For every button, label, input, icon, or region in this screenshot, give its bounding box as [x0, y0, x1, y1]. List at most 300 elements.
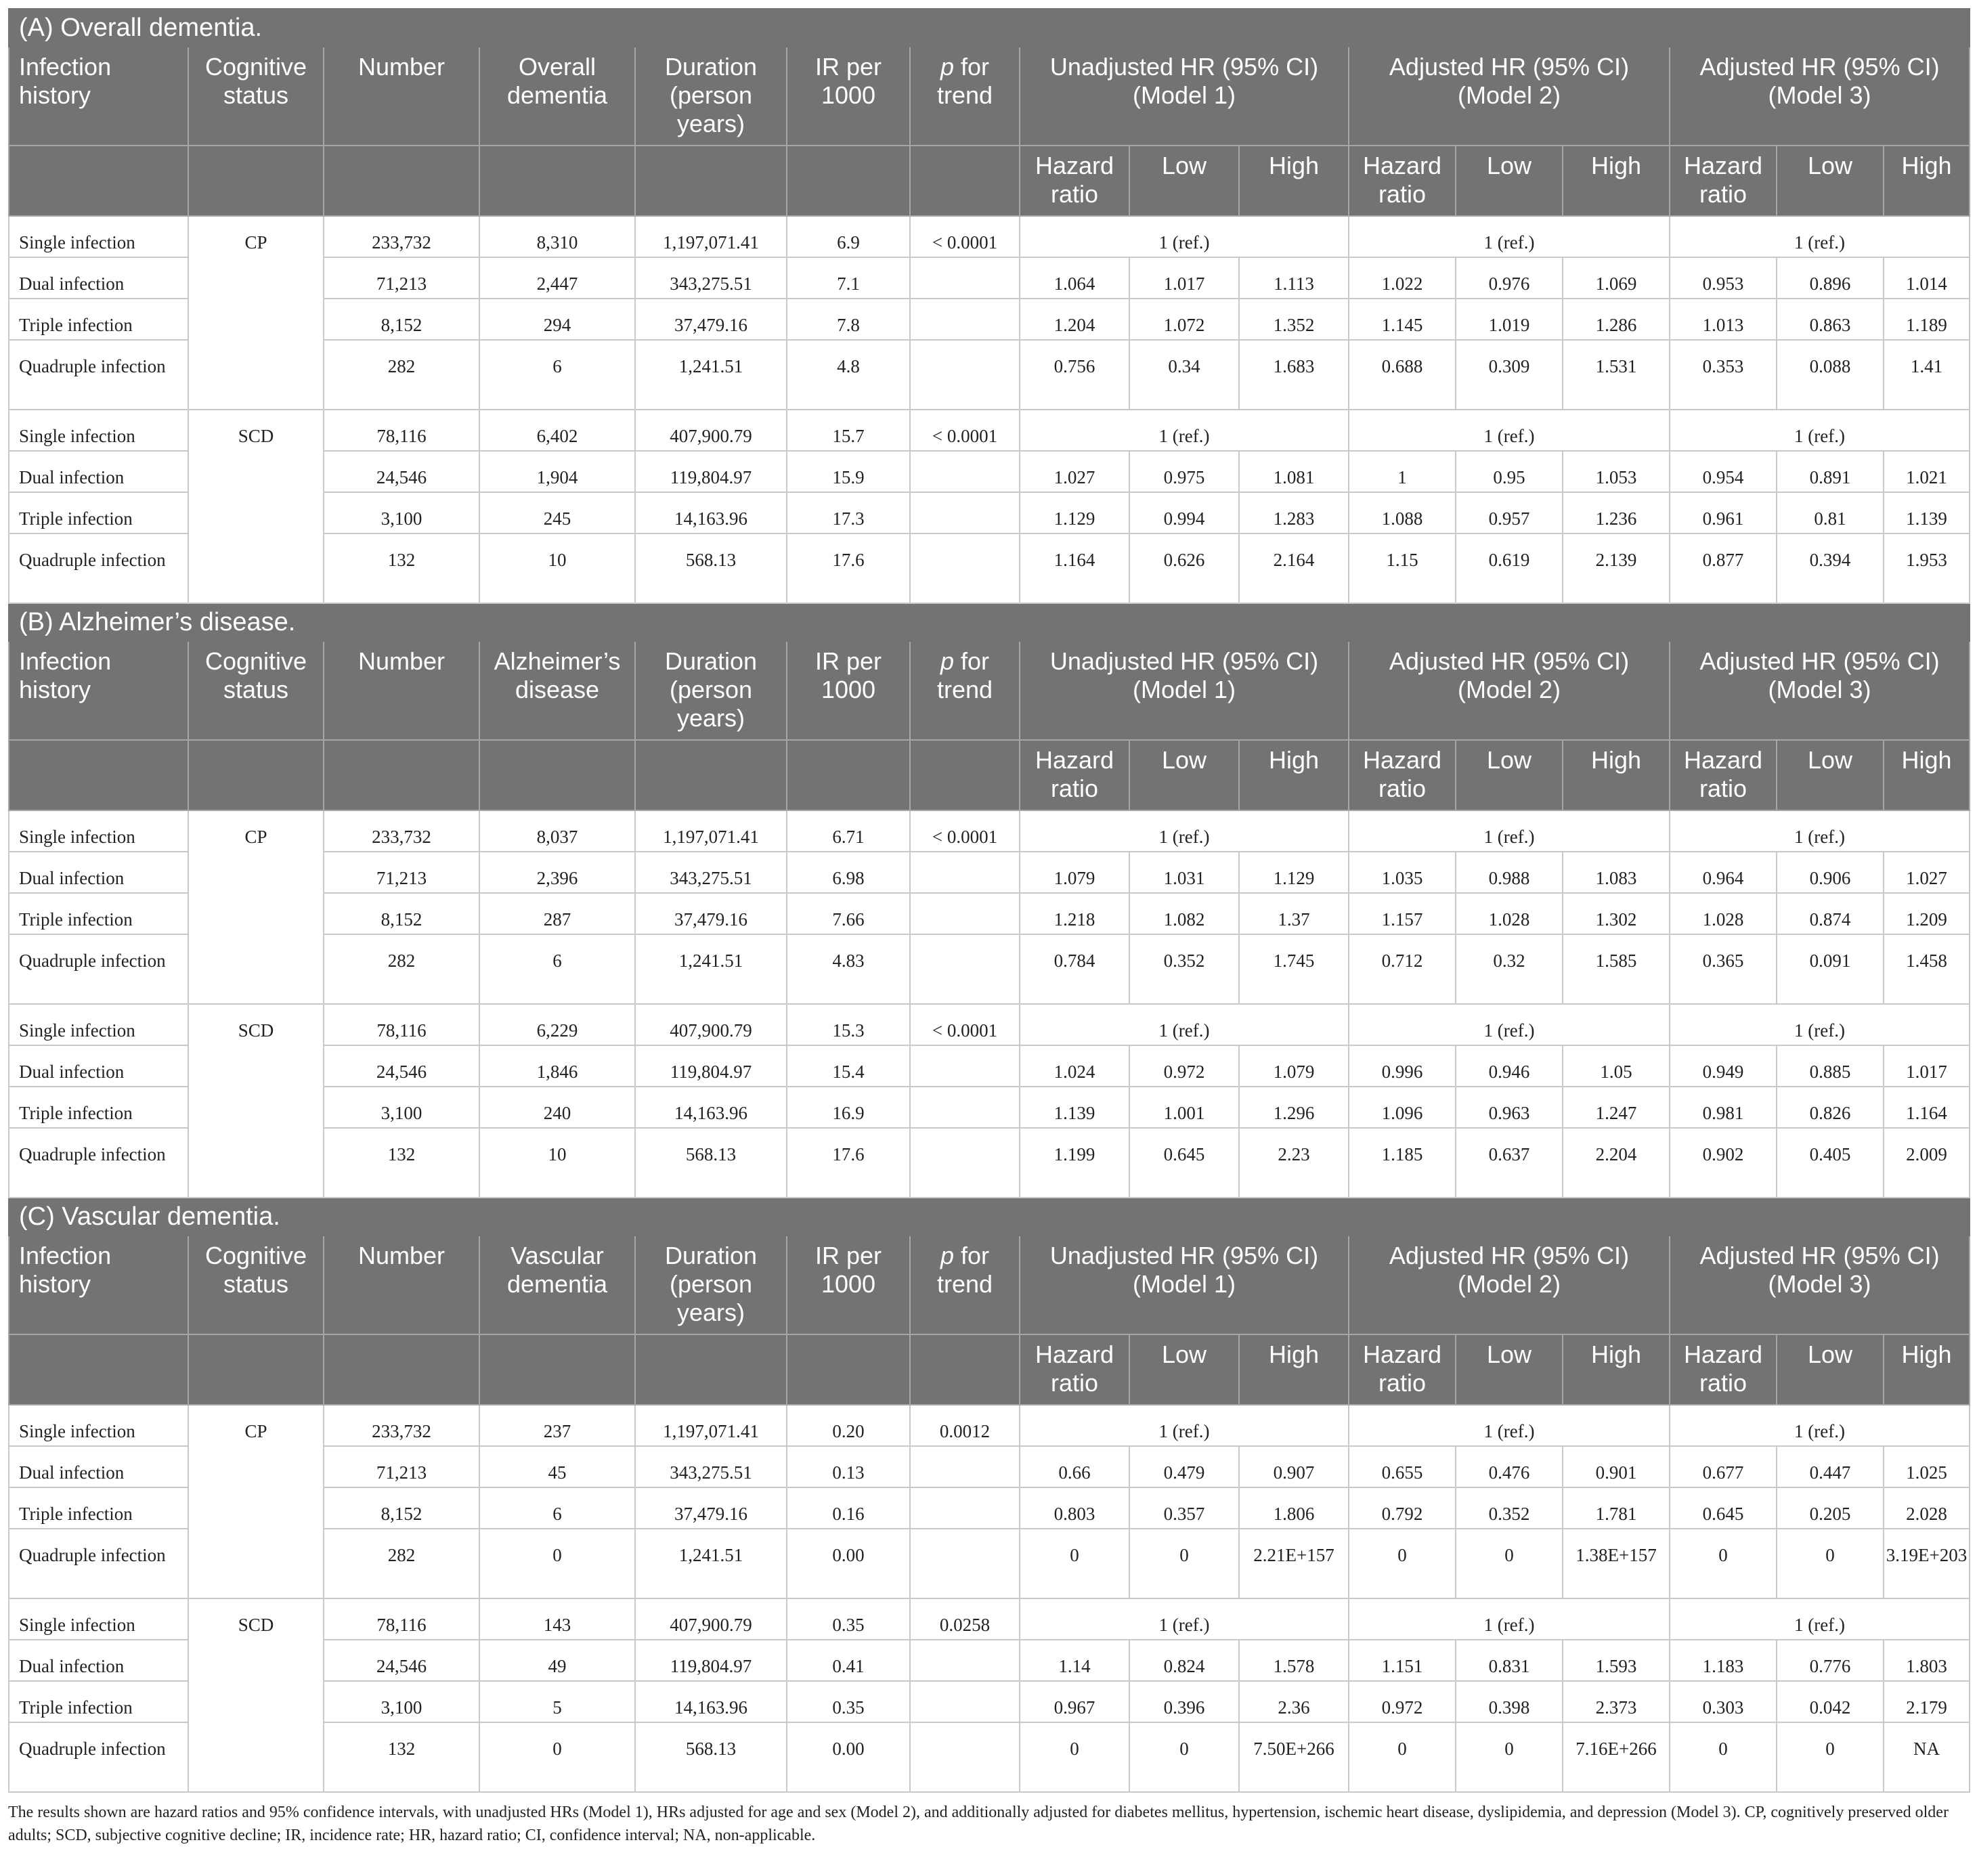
- cell-p-for-trend: < 0.0001: [910, 1004, 1020, 1045]
- subheader-empty: [635, 740, 787, 810]
- cell-model3-high: 1.017: [1884, 1045, 1970, 1087]
- table-row: [9, 410, 1970, 451]
- cell-cognitive-status: SCD: [188, 1004, 324, 1198]
- cell-model3-low: 0.874: [1777, 893, 1884, 934]
- cell-model1-hr: 1.079: [1020, 852, 1129, 893]
- cell-outcome-count: 8,037: [479, 810, 635, 852]
- cell-model2-low: 0.637: [1456, 1128, 1563, 1198]
- cell-model3-low: 0.042: [1777, 1681, 1884, 1722]
- col-high: High: [1563, 1334, 1670, 1405]
- p-for-trend-text: for trend: [936, 1242, 993, 1298]
- cell-model2-high: 2.139: [1563, 533, 1670, 603]
- cell-model3-hr: 0.964: [1670, 852, 1777, 893]
- cell-model3-hr: 0.954: [1670, 451, 1777, 492]
- cell-number: 78,116: [324, 1004, 479, 1045]
- cell-model2-low: 0.976: [1456, 257, 1563, 299]
- cell-outcome-count: 5: [479, 1681, 635, 1722]
- cell-model2-low: 0: [1456, 1529, 1563, 1598]
- cell-p-for-trend: [910, 533, 1020, 603]
- cell-model2-high: 7.16E+266: [1563, 1722, 1670, 1792]
- cell-model3-high: 1.209: [1884, 893, 1970, 934]
- cell-model3-low: 0.826: [1777, 1087, 1884, 1128]
- subheader-empty: [324, 740, 479, 810]
- col-model3: Adjusted HR (95% CI) (Model 3): [1670, 1236, 1970, 1334]
- cell-outcome-count: 6,229: [479, 1004, 635, 1045]
- col-low: Low: [1777, 740, 1884, 810]
- col-outcome: Overall dementia: [479, 47, 635, 146]
- cell-ir: 6.71: [787, 810, 910, 852]
- cell-model2-ref: 1 (ref.): [1349, 1405, 1670, 1446]
- cell-model3-high: 2.179: [1884, 1681, 1970, 1722]
- cell-ir: 0.41: [787, 1640, 910, 1681]
- cell-model2-low: 0.476: [1456, 1446, 1563, 1487]
- cell-outcome-count: 0: [479, 1529, 635, 1598]
- subheader-empty: [479, 146, 635, 216]
- cell-outcome-count: 0: [479, 1722, 635, 1792]
- cell-outcome-count: 294: [479, 299, 635, 340]
- cell-model1-hr: 1.164: [1020, 533, 1129, 603]
- cell-infection-history: Dual infection: [9, 1640, 188, 1681]
- table-row: [9, 1004, 1970, 1045]
- col-cognitive-status: Cognitive status: [188, 641, 324, 740]
- cell-p-for-trend: [910, 451, 1020, 492]
- cell-number: 132: [324, 533, 479, 603]
- cell-model3-hr: 0.353: [1670, 340, 1777, 410]
- cell-number: 3,100: [324, 1681, 479, 1722]
- cell-model2-high: 1.05: [1563, 1045, 1670, 1087]
- cell-p-for-trend: [910, 852, 1020, 893]
- cell-model1-low: 0.34: [1129, 340, 1239, 410]
- cell-model2-hr: 0.688: [1349, 340, 1456, 410]
- subheader-empty: [9, 1334, 188, 1405]
- cell-outcome-count: 45: [479, 1446, 635, 1487]
- col-ir: IR per 1000: [787, 47, 910, 146]
- cell-outcome-count: 287: [479, 893, 635, 934]
- cell-model3-hr: 0.902: [1670, 1128, 1777, 1198]
- cell-outcome-count: 6: [479, 934, 635, 1004]
- subheader-empty: [910, 146, 1020, 216]
- cell-p-for-trend: [910, 1640, 1020, 1681]
- cell-model2-hr: 1: [1349, 451, 1456, 492]
- cell-duration: 119,804.97: [635, 1045, 787, 1087]
- cell-number: 71,213: [324, 1446, 479, 1487]
- cell-model2-ref: 1 (ref.): [1349, 1598, 1670, 1640]
- col-model3: Adjusted HR (95% CI) (Model 3): [1670, 47, 1970, 146]
- col-high: High: [1884, 740, 1970, 810]
- cell-ir: 6.98: [787, 852, 910, 893]
- col-ir: IR per 1000: [787, 1236, 910, 1334]
- cell-model1-high: 1.806: [1239, 1487, 1349, 1529]
- cell-duration: 14,163.96: [635, 1087, 787, 1128]
- cell-model1-low: 1.031: [1129, 852, 1239, 893]
- cell-p-for-trend: [910, 1087, 1020, 1128]
- col-infection-history: Infection history: [9, 641, 188, 740]
- cell-duration: 407,900.79: [635, 410, 787, 451]
- cell-infection-history: Triple infection: [9, 1487, 188, 1529]
- cell-model1-ref: 1 (ref.): [1020, 1598, 1349, 1640]
- cell-ir: 17.3: [787, 492, 910, 533]
- cell-model2-high: 2.204: [1563, 1128, 1670, 1198]
- cell-p-for-trend: [910, 299, 1020, 340]
- cell-number: 282: [324, 340, 479, 410]
- cell-duration: 37,479.16: [635, 893, 787, 934]
- subheader-empty: [635, 146, 787, 216]
- cell-model2-hr: 0.712: [1349, 934, 1456, 1004]
- cell-number: 24,546: [324, 1640, 479, 1681]
- cell-duration: 343,275.51: [635, 257, 787, 299]
- cell-duration: 568.13: [635, 1722, 787, 1792]
- cell-model3-high: 1.014: [1884, 257, 1970, 299]
- cell-model2-high: 1.053: [1563, 451, 1670, 492]
- cell-infection-history: Single infection: [9, 1004, 188, 1045]
- col-high: High: [1884, 1334, 1970, 1405]
- cell-model1-high: 1.296: [1239, 1087, 1349, 1128]
- cell-p-for-trend: [910, 893, 1020, 934]
- subheader-empty: [188, 146, 324, 216]
- col-model2: Adjusted HR (95% CI) (Model 2): [1349, 1236, 1670, 1334]
- cell-model3-ref: 1 (ref.): [1670, 216, 1970, 257]
- cell-model1-high: 1.745: [1239, 934, 1349, 1004]
- cell-model3-low: 0.394: [1777, 533, 1884, 603]
- cell-number: 3,100: [324, 492, 479, 533]
- cell-model3-low: 0: [1777, 1529, 1884, 1598]
- cell-model2-hr: 0.972: [1349, 1681, 1456, 1722]
- cell-outcome-count: 8,310: [479, 216, 635, 257]
- cell-model1-high: 1.129: [1239, 852, 1349, 893]
- cell-model1-hr: 0.66: [1020, 1446, 1129, 1487]
- cell-ir: 0.00: [787, 1722, 910, 1792]
- cell-model2-hr: 0.996: [1349, 1045, 1456, 1087]
- cell-model1-hr: 0.803: [1020, 1487, 1129, 1529]
- col-low: Low: [1456, 740, 1563, 810]
- cell-cognitive-status: SCD: [188, 1598, 324, 1792]
- cell-model1-hr: 1.027: [1020, 451, 1129, 492]
- cell-model1-hr: 1.199: [1020, 1128, 1129, 1198]
- cell-model1-high: 1.081: [1239, 451, 1349, 492]
- cell-model1-ref: 1 (ref.): [1020, 1004, 1349, 1045]
- cell-model1-low: 0.357: [1129, 1487, 1239, 1529]
- cell-outcome-count: 2,396: [479, 852, 635, 893]
- cell-model2-high: 1.286: [1563, 299, 1670, 340]
- p-for-trend-text: for trend: [936, 53, 993, 109]
- cell-model2-low: 0.398: [1456, 1681, 1563, 1722]
- cell-number: 282: [324, 934, 479, 1004]
- cell-model1-ref: 1 (ref.): [1020, 410, 1349, 451]
- cell-outcome-count: 49: [479, 1640, 635, 1681]
- cell-model3-hr: 0.365: [1670, 934, 1777, 1004]
- cell-p-for-trend: < 0.0001: [910, 216, 1020, 257]
- cell-model3-hr: 0.981: [1670, 1087, 1777, 1128]
- cell-model3-hr: 0: [1670, 1722, 1777, 1792]
- cell-infection-history: Dual infection: [9, 1045, 188, 1087]
- cell-model3-low: 0.405: [1777, 1128, 1884, 1198]
- cell-model1-high: 7.50E+266: [1239, 1722, 1349, 1792]
- p-symbol: p: [940, 647, 954, 675]
- subheader-empty: [324, 146, 479, 216]
- subheader-empty: [479, 740, 635, 810]
- table-row: [9, 1405, 1970, 1446]
- cell-ir: 0.35: [787, 1598, 910, 1640]
- cell-model1-high: 1.079: [1239, 1045, 1349, 1087]
- cell-model3-low: 0.088: [1777, 340, 1884, 410]
- col-high: High: [1563, 146, 1670, 216]
- cell-model2-low: 0.352: [1456, 1487, 1563, 1529]
- cell-model3-low: 0.091: [1777, 934, 1884, 1004]
- cell-p-for-trend: < 0.0001: [910, 810, 1020, 852]
- cell-number: 71,213: [324, 257, 479, 299]
- cell-p-for-trend: [910, 1128, 1020, 1198]
- cell-model2-high: 1.236: [1563, 492, 1670, 533]
- cell-model1-hr: 1.204: [1020, 299, 1129, 340]
- cell-model2-hr: 1.145: [1349, 299, 1456, 340]
- col-infection-history: Infection history: [9, 1236, 188, 1334]
- cell-model1-low: 0.626: [1129, 533, 1239, 603]
- cell-ir: 0.35: [787, 1681, 910, 1722]
- cell-model2-high: 1.069: [1563, 257, 1670, 299]
- cell-model3-high: 1.139: [1884, 492, 1970, 533]
- col-high: High: [1239, 1334, 1349, 1405]
- cell-model2-ref: 1 (ref.): [1349, 410, 1670, 451]
- cell-model2-low: 0.957: [1456, 492, 1563, 533]
- cell-model3-hr: 0.303: [1670, 1681, 1777, 1722]
- cell-duration: 407,900.79: [635, 1004, 787, 1045]
- section-title-row: [9, 9, 1970, 47]
- subheader-row: [9, 740, 1970, 810]
- cell-infection-history: Quadruple infection: [9, 1128, 188, 1198]
- cell-model2-high: 1.585: [1563, 934, 1670, 1004]
- cell-duration: 407,900.79: [635, 1598, 787, 1640]
- col-low: Low: [1129, 740, 1239, 810]
- cell-ir: 0.16: [787, 1487, 910, 1529]
- cell-model1-ref: 1 (ref.): [1020, 216, 1349, 257]
- results-page: [8, 8, 1969, 1847]
- cell-model2-low: 1.019: [1456, 299, 1563, 340]
- cell-number: 233,732: [324, 1405, 479, 1446]
- cell-model2-hr: 1.15: [1349, 533, 1456, 603]
- cell-model1-hr: 1.024: [1020, 1045, 1129, 1087]
- cell-model3-hr: 0.877: [1670, 533, 1777, 603]
- cell-ir: 0.00: [787, 1529, 910, 1598]
- cell-duration: 37,479.16: [635, 1487, 787, 1529]
- cell-outcome-count: 1,904: [479, 451, 635, 492]
- cell-ir: 15.4: [787, 1045, 910, 1087]
- table-footnote: The results shown are hazard ratios and 95% confidence intervals, with unadjusted HRs (Model 1), HRs adjusted for age and sex (Model 2), and additionally adjusted for diabetes mellitus, hypertension, ischemic heart disease, dyslipidemia, and depression (Model 3). CP, cognitively preserved older adults; SCD, subjective cognitive decline; IR, incidence rate; HR, hazard ratio; CI, confidence interval; NA, non-applicable.: [8, 1804, 1949, 1844]
- cell-model3-high: 2.028: [1884, 1487, 1970, 1529]
- col-hazard-ratio: Hazard ratio: [1020, 740, 1129, 810]
- hazard-ratio-table: [8, 8, 1970, 1793]
- cell-model3-high: 1.41: [1884, 340, 1970, 410]
- header-row: [9, 1236, 1970, 1334]
- cell-cognitive-status: CP: [188, 216, 324, 410]
- cell-outcome-count: 10: [479, 533, 635, 603]
- col-high: High: [1563, 740, 1670, 810]
- subheader-empty: [910, 740, 1020, 810]
- cell-duration: 14,163.96: [635, 1681, 787, 1722]
- col-high: High: [1884, 146, 1970, 216]
- cell-model3-low: 0: [1777, 1722, 1884, 1792]
- cell-model3-low: 0.863: [1777, 299, 1884, 340]
- cell-model3-low: 0.205: [1777, 1487, 1884, 1529]
- cell-model2-hr: 0.792: [1349, 1487, 1456, 1529]
- cell-ir: 17.6: [787, 1128, 910, 1198]
- subheader-empty: [9, 740, 188, 810]
- cell-model1-low: 0: [1129, 1722, 1239, 1792]
- cell-model1-high: 1.113: [1239, 257, 1349, 299]
- cell-model3-ref: 1 (ref.): [1670, 810, 1970, 852]
- cell-infection-history: Triple infection: [9, 492, 188, 533]
- cell-p-for-trend: [910, 1722, 1020, 1792]
- cell-number: 71,213: [324, 852, 479, 893]
- cell-number: 24,546: [324, 1045, 479, 1087]
- cell-number: 78,116: [324, 410, 479, 451]
- cell-model2-low: 0.309: [1456, 340, 1563, 410]
- cell-model3-high: 1.458: [1884, 934, 1970, 1004]
- subheader-empty: [188, 1334, 324, 1405]
- col-outcome: Alzheimer’s disease: [479, 641, 635, 740]
- header-row: [9, 47, 1970, 146]
- cell-infection-history: Single infection: [9, 410, 188, 451]
- section-title-row: [9, 603, 1970, 641]
- cell-model3-hr: 0.645: [1670, 1487, 1777, 1529]
- cell-model1-low: 0.396: [1129, 1681, 1239, 1722]
- cell-p-for-trend: [910, 492, 1020, 533]
- cell-model3-low: 0.81: [1777, 492, 1884, 533]
- cell-outcome-count: 240: [479, 1087, 635, 1128]
- cell-model1-low: 1.072: [1129, 299, 1239, 340]
- cell-p-for-trend: < 0.0001: [910, 410, 1020, 451]
- col-duration: Duration (person years): [635, 47, 787, 146]
- cell-duration: 568.13: [635, 533, 787, 603]
- cell-model1-low: 1.001: [1129, 1087, 1239, 1128]
- cell-ir: 7.1: [787, 257, 910, 299]
- cell-model3-hr: 1.013: [1670, 299, 1777, 340]
- table-row: [9, 810, 1970, 852]
- cell-number: 3,100: [324, 1087, 479, 1128]
- header-row: [9, 641, 1970, 740]
- cell-model2-hr: 1.185: [1349, 1128, 1456, 1198]
- cell-model1-high: 2.164: [1239, 533, 1349, 603]
- cell-model1-high: 2.36: [1239, 1681, 1349, 1722]
- cell-cognitive-status: CP: [188, 1405, 324, 1598]
- cell-model2-hr: 1.022: [1349, 257, 1456, 299]
- cell-model3-ref: 1 (ref.): [1670, 1004, 1970, 1045]
- col-duration: Duration (person years): [635, 1236, 787, 1334]
- cell-model1-hr: 1.139: [1020, 1087, 1129, 1128]
- cell-model2-high: 2.373: [1563, 1681, 1670, 1722]
- cell-model3-high: 3.19E+203: [1884, 1529, 1970, 1598]
- cell-ir: 7.66: [787, 893, 910, 934]
- table-row: [9, 1598, 1970, 1640]
- cell-duration: 14,163.96: [635, 492, 787, 533]
- col-model3: Adjusted HR (95% CI) (Model 3): [1670, 641, 1970, 740]
- col-hazard-ratio: Hazard ratio: [1349, 146, 1456, 216]
- cell-p-for-trend: [910, 257, 1020, 299]
- col-cognitive-status: Cognitive status: [188, 47, 324, 146]
- col-low: Low: [1129, 146, 1239, 216]
- section-title-row: [9, 1198, 1970, 1236]
- col-cognitive-status: Cognitive status: [188, 1236, 324, 1334]
- cell-infection-history: Single infection: [9, 216, 188, 257]
- cell-ir: 7.8: [787, 299, 910, 340]
- subheader-empty: [324, 1334, 479, 1405]
- cell-infection-history: Dual infection: [9, 852, 188, 893]
- col-low: Low: [1129, 1334, 1239, 1405]
- col-low: Low: [1456, 146, 1563, 216]
- cell-model3-high: 1.164: [1884, 1087, 1970, 1128]
- cell-cognitive-status: SCD: [188, 410, 324, 603]
- cell-outcome-count: 237: [479, 1405, 635, 1446]
- cell-model2-low: 0.95: [1456, 451, 1563, 492]
- cell-model2-low: 0.619: [1456, 533, 1563, 603]
- cell-model2-hr: 1.157: [1349, 893, 1456, 934]
- cell-model1-hr: 0.756: [1020, 340, 1129, 410]
- cell-p-for-trend: [910, 934, 1020, 1004]
- cell-ir: 4.8: [787, 340, 910, 410]
- table-body: [9, 9, 1970, 1792]
- cell-model1-low: 0.352: [1129, 934, 1239, 1004]
- cell-model1-high: 1.578: [1239, 1640, 1349, 1681]
- cell-infection-history: Dual infection: [9, 257, 188, 299]
- cell-infection-history: Triple infection: [9, 299, 188, 340]
- cell-model2-hr: 1.088: [1349, 492, 1456, 533]
- cell-model1-high: 1.683: [1239, 340, 1349, 410]
- cell-number: 282: [324, 1529, 479, 1598]
- subheader-empty: [635, 1334, 787, 1405]
- col-hazard-ratio: Hazard ratio: [1670, 146, 1777, 216]
- subheader-row: [9, 146, 1970, 216]
- cell-model3-high: 1.803: [1884, 1640, 1970, 1681]
- col-hazard-ratio: Hazard ratio: [1020, 1334, 1129, 1405]
- cell-model2-low: 0.963: [1456, 1087, 1563, 1128]
- cell-outcome-count: 10: [479, 1128, 635, 1198]
- cell-infection-history: Quadruple infection: [9, 1722, 188, 1792]
- section-title: (C) Vascular dementia.: [9, 1198, 1970, 1236]
- cell-ir: 15.7: [787, 410, 910, 451]
- cell-model2-ref: 1 (ref.): [1349, 810, 1670, 852]
- cell-p-for-trend: 0.0258: [910, 1598, 1020, 1640]
- cell-model2-hr: 1.151: [1349, 1640, 1456, 1681]
- cell-model1-low: 1.017: [1129, 257, 1239, 299]
- cell-outcome-count: 6: [479, 1487, 635, 1529]
- subheader-empty: [787, 146, 910, 216]
- cell-model2-high: 1.083: [1563, 852, 1670, 893]
- col-high: High: [1239, 740, 1349, 810]
- p-symbol: p: [940, 53, 954, 81]
- subheader-row: [9, 1334, 1970, 1405]
- cell-model2-ref: 1 (ref.): [1349, 1004, 1670, 1045]
- cell-number: 24,546: [324, 451, 479, 492]
- cell-outcome-count: 6: [479, 340, 635, 410]
- cell-model3-hr: 1.183: [1670, 1640, 1777, 1681]
- cell-model3-low: 0.906: [1777, 852, 1884, 893]
- cell-infection-history: Triple infection: [9, 893, 188, 934]
- cell-infection-history: Quadruple infection: [9, 533, 188, 603]
- cell-p-for-trend: [910, 340, 1020, 410]
- col-model1: Unadjusted HR (95% CI) (Model 1): [1020, 641, 1349, 740]
- cell-outcome-count: 1,846: [479, 1045, 635, 1087]
- cell-model3-high: 2.009: [1884, 1128, 1970, 1198]
- col-infection-history: Infection history: [9, 47, 188, 146]
- cell-outcome-count: 2,447: [479, 257, 635, 299]
- cell-duration: 37,479.16: [635, 299, 787, 340]
- col-number: Number: [324, 641, 479, 740]
- table-row: [9, 216, 1970, 257]
- cell-infection-history: Quadruple infection: [9, 934, 188, 1004]
- cell-model2-ref: 1 (ref.): [1349, 216, 1670, 257]
- cell-model3-low: 0.776: [1777, 1640, 1884, 1681]
- cell-ir: 6.9: [787, 216, 910, 257]
- col-model2: Adjusted HR (95% CI) (Model 2): [1349, 641, 1670, 740]
